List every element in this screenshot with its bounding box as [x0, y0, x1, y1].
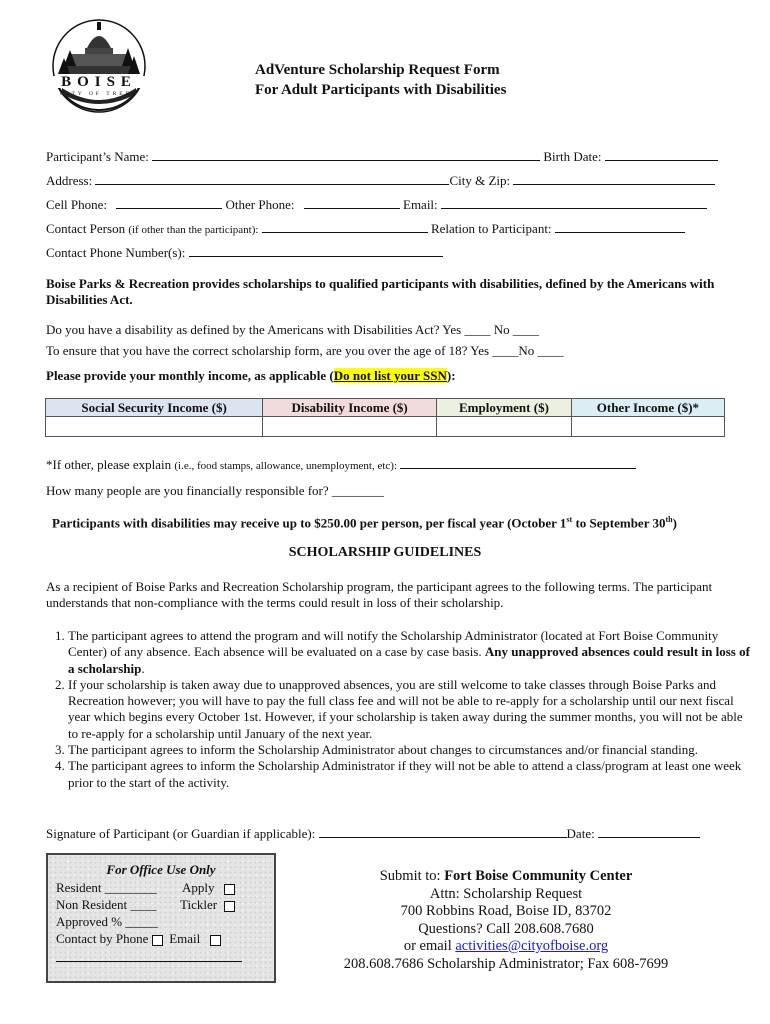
submit-lead: Submit to:: [379, 868, 445, 884]
logo-tagline: CITY OF TREES: [59, 91, 139, 97]
submit-info: [330, 868, 682, 973]
office-non-resident: Non Resident ____: [56, 897, 157, 912]
office-tickler-row: [180, 897, 235, 913]
title-line-2: For Adult Participants with Disabilities: [255, 82, 507, 98]
signature-date-label: Date:: [566, 826, 595, 841]
participant-name-field[interactable]: [152, 148, 540, 161]
dependents-question: How many people are you financially responsible for? ________: [46, 483, 384, 498]
email-label: Email:: [403, 197, 438, 212]
office-apply-label: Apply: [182, 880, 215, 895]
signature-field[interactable]: [319, 825, 567, 838]
submit-questions: Questions? Call 208.608.7680: [418, 920, 594, 937]
boise-logo: [50, 14, 148, 114]
contact-person-note: (if other than the participant):: [128, 224, 259, 236]
income-cell-other[interactable]: [571, 417, 724, 437]
income-prompt-text: Please provide your monthly income, as applicable (: [46, 368, 334, 383]
participant-name-row: [46, 148, 718, 165]
scholarship-limit: [52, 512, 677, 531]
submit-email-line: [330, 938, 682, 956]
participant-name-label: Participant’s Name:: [46, 149, 149, 164]
submit-attn: Attn: Scholarship Request: [429, 885, 583, 902]
submit-email-lead: or email: [403, 938, 456, 954]
signature-label: Signature of Participant (or Guardian if applicable):: [46, 826, 316, 841]
guidelines-heading: SCHOLARSHIP GUIDELINES: [288, 545, 482, 560]
cell-phone-field[interactable]: [116, 196, 222, 209]
limit-end: ): [672, 515, 677, 531]
guideline-1-end: .: [141, 660, 145, 676]
other-phone-field[interactable]: [304, 196, 400, 209]
office-use-box: [46, 853, 276, 983]
relation-label: Relation to Participant:: [430, 221, 552, 236]
contact-phone-row: [46, 244, 443, 261]
form-title: [255, 60, 506, 100]
submit-admin: 208.608.7686 Scholarship Administrator; Fax 608-7699: [343, 955, 669, 972]
address-field[interactable]: [95, 172, 449, 185]
phone-row: [46, 196, 707, 213]
income-table: [45, 398, 725, 437]
contact-person-row: [46, 220, 685, 238]
other-explain-label: *If other, please explain: [46, 457, 172, 472]
limit-st: st: [566, 515, 573, 524]
birth-date-field[interactable]: [605, 148, 718, 161]
contact-person-label: Contact Person: [46, 221, 126, 236]
income-header-employment: Employment ($): [437, 399, 572, 417]
office-resident: Resident ________: [56, 880, 157, 895]
office-apply-row: [182, 880, 235, 896]
other-phone-label: Other Phone:: [225, 197, 295, 212]
contact-person-field[interactable]: [262, 220, 428, 233]
income-cell-employment[interactable]: [437, 417, 572, 437]
income-header-social-security: Social Security Income ($): [46, 399, 263, 417]
contact-phone-label: Contact Phone Number(s):: [46, 245, 186, 260]
email-checkbox[interactable]: [210, 935, 221, 946]
office-approved: Approved % _____: [56, 914, 158, 929]
city-zip-label: City & Zip:: [449, 173, 511, 188]
birth-date-label: Birth Date:: [543, 149, 602, 164]
email-field[interactable]: [441, 196, 707, 209]
contact-phone-field[interactable]: [189, 244, 443, 257]
submit-email-link[interactable]: activities@cityofboise.org: [455, 938, 609, 954]
office-heading: For Office Use Only: [106, 862, 216, 877]
office-email-label: Email: [169, 931, 201, 946]
income-prompt-close: ):: [446, 368, 456, 383]
submit-place: Fort Boise Community Center: [444, 868, 633, 884]
contact-phone-checkbox[interactable]: [152, 935, 163, 946]
guideline-1-bold: Any unapproved absences could result in loss of a scholarship: [68, 644, 750, 676]
guideline-1-text: The participant agrees to attend the program and will notify the Scholarship Administrator (located at Fort Boise Community Center) of any absence. Each absence will be evaluated on a case by case basis.: [68, 628, 719, 660]
cell-phone-label: Cell Phone:: [46, 197, 108, 212]
signature-date-field[interactable]: [598, 825, 700, 838]
income-cell-social-security[interactable]: [46, 417, 263, 437]
address-label: Address:: [46, 173, 93, 188]
address-row: [46, 172, 715, 189]
guideline-item-4: 4. The participant agrees to inform the Scholarship Administrator if they will not be able to attend a class/program at least one week prior to the start of the activity.: [68, 758, 753, 791]
tickler-checkbox[interactable]: [224, 901, 235, 912]
income-header-other: Other Income ($)*: [571, 399, 724, 417]
office-contact-phone-label: Contact by Phone: [56, 931, 149, 946]
limit-text: Participants with disabilities may receive up to $250.00 per person, per fiscal year (October 1: [52, 515, 567, 531]
submit-line: [330, 868, 682, 886]
income-cell-disability[interactable]: [263, 417, 437, 437]
other-explain-note: (i.e., food stamps, allowance, unemployment, etc):: [174, 460, 398, 472]
guideline-item-3: 3. The participant agrees to inform the Scholarship Administrator about changes to circumstances and/or financial standing.: [68, 742, 753, 758]
other-income-explain-row: [46, 456, 636, 474]
office-contact-row: [56, 931, 221, 947]
other-explain-field[interactable]: [400, 456, 636, 469]
limit-th: th: [665, 515, 673, 524]
logo-wordmark: BOISE: [61, 74, 137, 90]
guidelines-intro: As a recipient of Boise Parks and Recreation Scholarship program, the participant agrees to the following terms. The participant understands that non-compliance with the terms could result in loss of their scholarship.: [46, 579, 713, 610]
intro-statement: Boise Parks & Recreation provides scholarships to qualified participants with disabilities, defined by the Americans with Disabilities Act.: [46, 276, 715, 307]
guideline-item-2: 2. If your scholarship is taken away due to unapproved absences, you are still welcome to take classes through Boise Parks and Recreation however; you will have to pay the full class fee and will not be able to re-apply for a scholarship until our next fiscal year which begins every October 1st. However, if your scholarship is taken away during the summer months, you will not be able to re-apply for a scholarship until January of the next year.: [68, 677, 753, 742]
title-line-1: AdVenture Scholarship Request Form: [255, 62, 500, 78]
ssn-warning: Do not list your SSN: [333, 368, 447, 383]
guideline-item-1: [68, 628, 753, 677]
age-question: To ensure that you have the correct scholarship form, are you over the age of 18? Yes ____No ____: [46, 343, 564, 358]
office-notes-line[interactable]: [56, 961, 242, 962]
relation-field[interactable]: [555, 220, 685, 233]
income-header-disability: Disability Income ($): [263, 399, 437, 417]
guidelines-list: [46, 628, 753, 791]
limit-mid: to September 30: [572, 515, 666, 531]
apply-checkbox[interactable]: [224, 884, 235, 895]
office-tickler-label: Tickler: [180, 897, 218, 912]
city-zip-field[interactable]: [513, 172, 715, 185]
signature-row: [46, 825, 700, 842]
disability-question: Do you have a disability as defined by the Americans with Disabilities Act? Yes ____ No ____: [46, 322, 539, 337]
income-prompt: [46, 368, 456, 384]
submit-address: 700 Robbins Road, Boise ID, 83702: [400, 903, 612, 919]
